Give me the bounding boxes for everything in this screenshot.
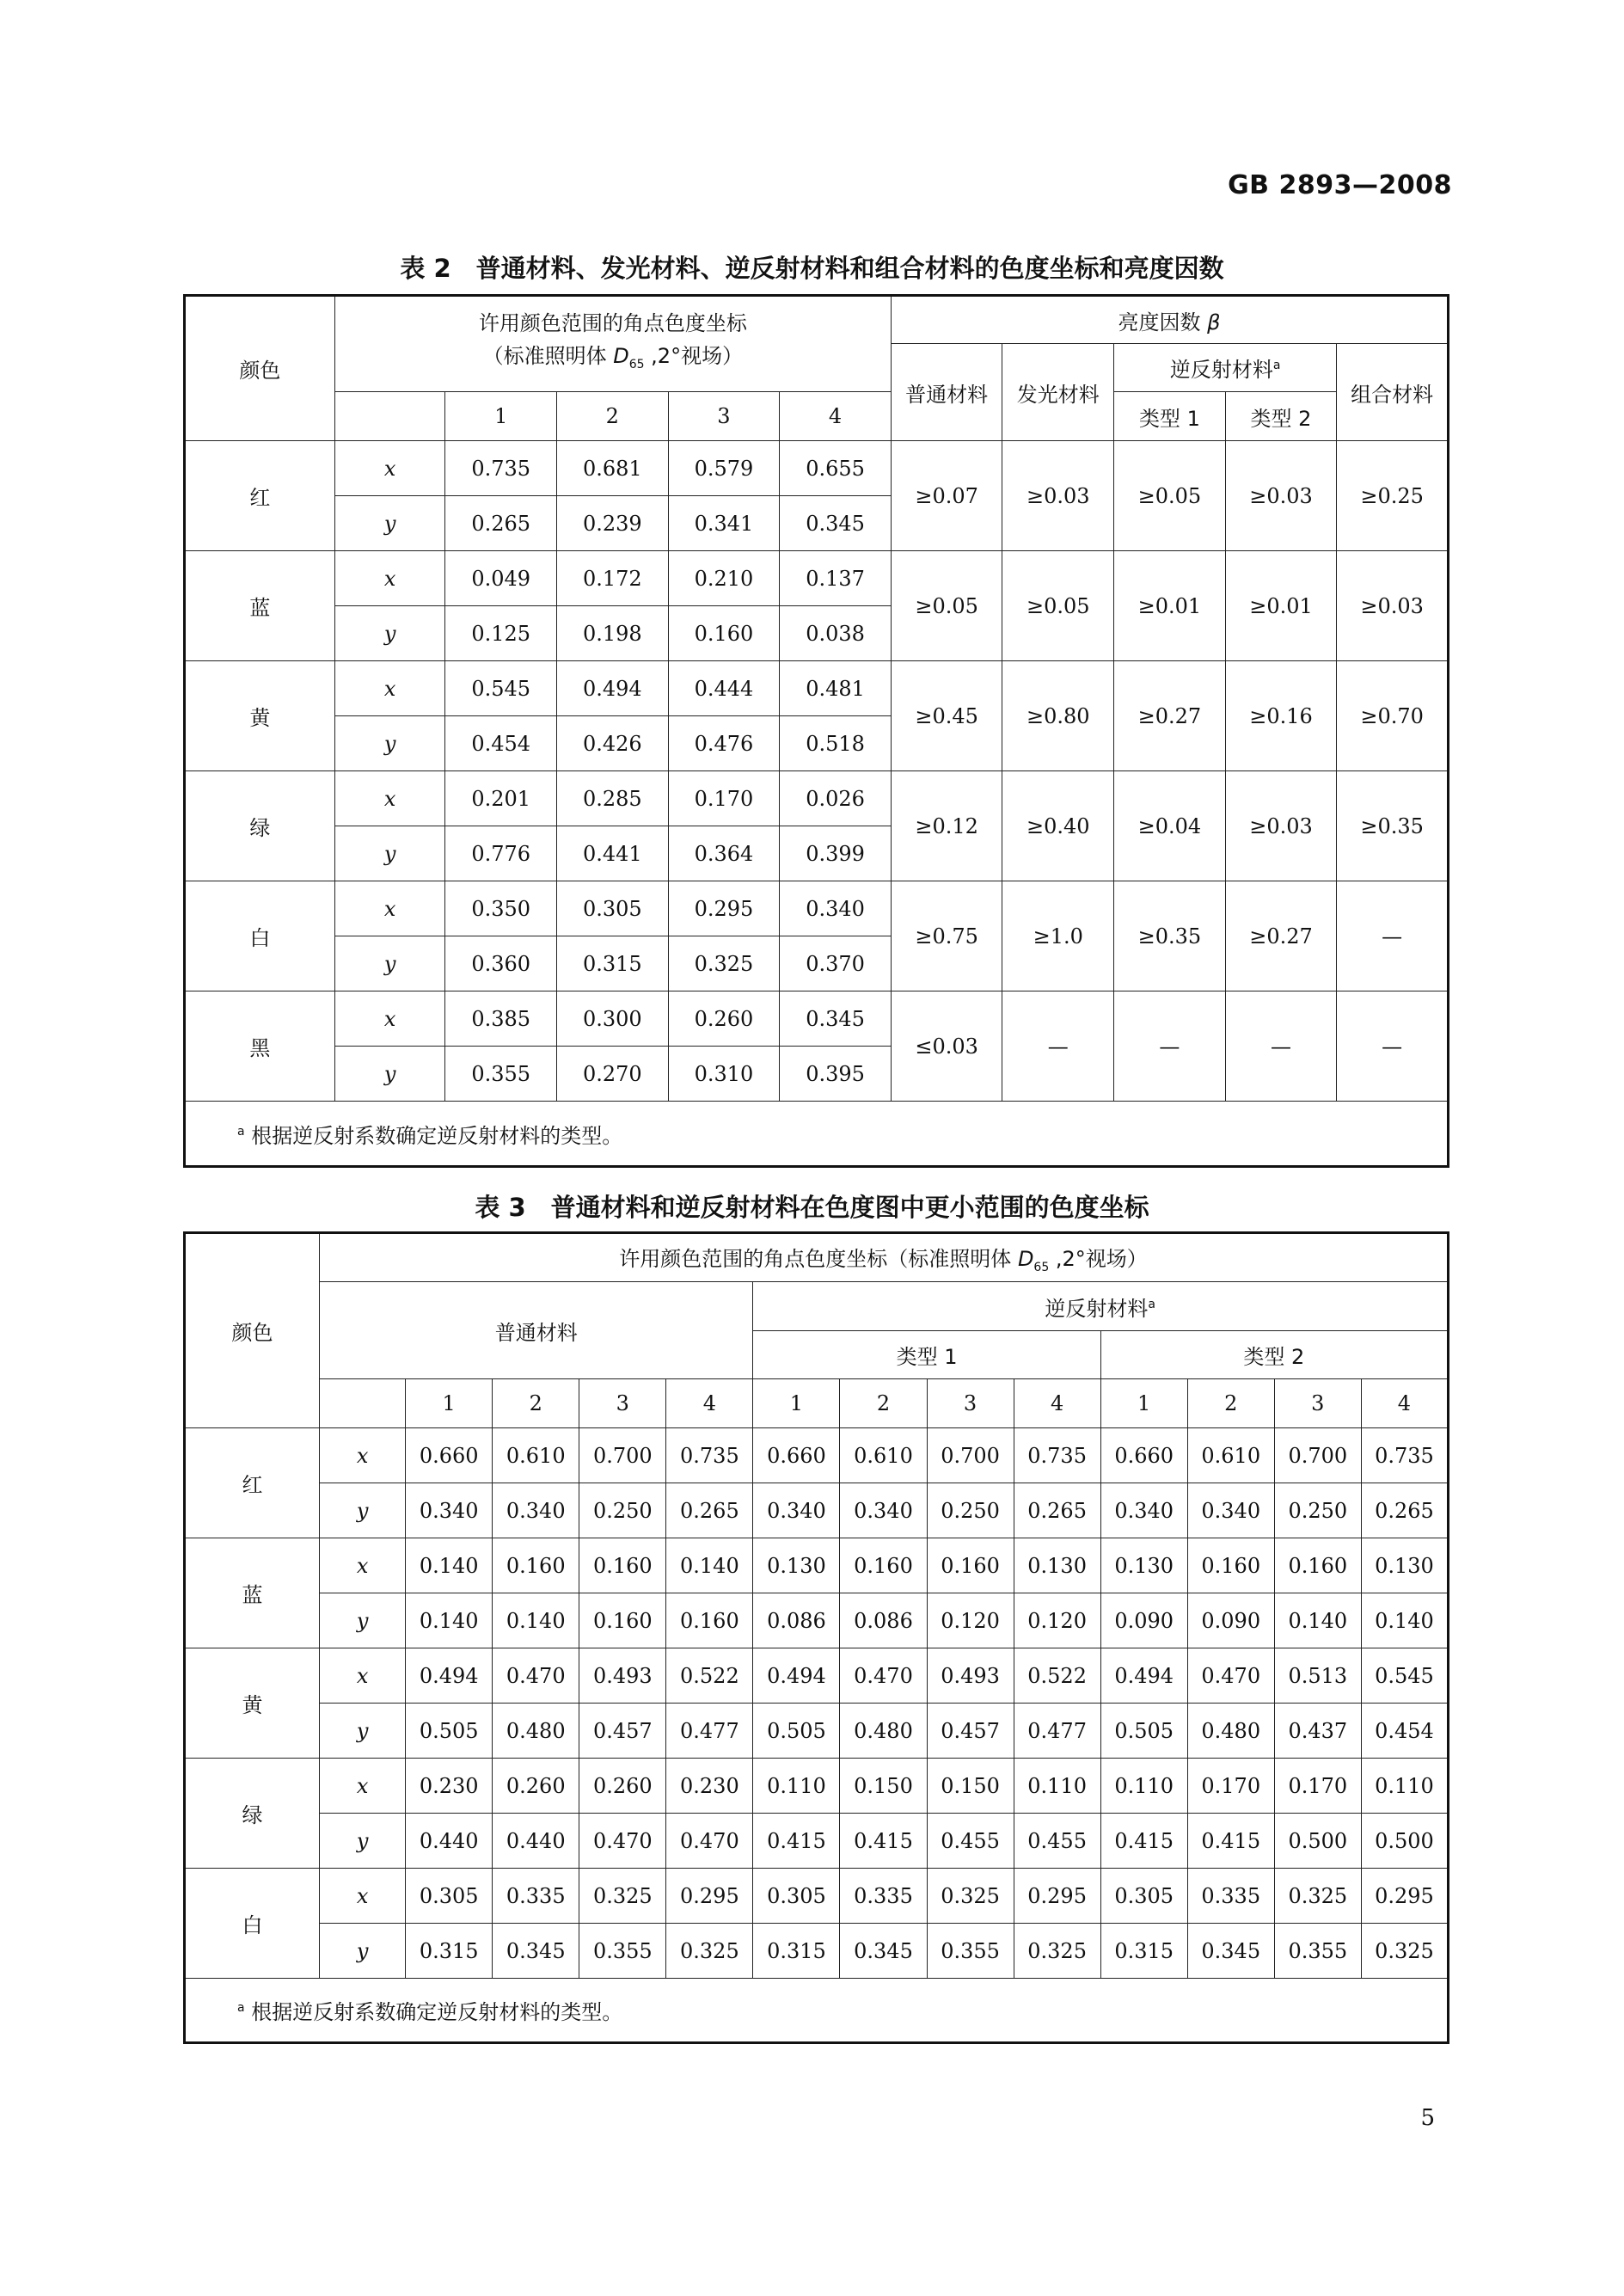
coordinate-cell: 0.454 [1361, 1704, 1448, 1759]
luminance-cell: ≥0.05 [891, 551, 1002, 661]
coordinate-cell: 0.660 [406, 1428, 493, 1483]
coordinate-cell: 0.494 [753, 1648, 840, 1704]
coordinate-cell: 0.522 [1014, 1648, 1100, 1704]
coordinate-cell: 0.364 [668, 826, 780, 881]
coordinate-cell: 0.315 [753, 1924, 840, 1979]
coordinate-cell: 0.345 [780, 991, 892, 1047]
coordinate-cell: 0.250 [1274, 1483, 1361, 1538]
coordinate-cell: 0.505 [753, 1704, 840, 1759]
coordinate-cell: 0.170 [1274, 1759, 1361, 1814]
color-name-cell: 黑 [185, 991, 335, 1102]
coordinate-cell: 0.026 [780, 771, 892, 826]
coordinate-cell: 0.444 [668, 661, 780, 716]
table3-point-header: 1 [1100, 1379, 1187, 1428]
coordinate-cell: 0.160 [579, 1593, 666, 1648]
coordinate-cell: 0.160 [840, 1538, 927, 1593]
coordinate-cell: 0.350 [445, 881, 557, 936]
coordinate-cell: 0.660 [1100, 1428, 1187, 1483]
luminance-cell: ≥0.80 [1002, 661, 1114, 771]
luminance-cell: ≥0.04 [1114, 771, 1226, 881]
table3-point-header: 4 [666, 1379, 753, 1428]
coordinate-cell: 0.518 [780, 716, 892, 771]
table2-footnote: $^a$ 根据逆反射系数确定逆反射材料的类型。 [185, 1102, 1449, 1167]
coordinate-cell: 0.493 [579, 1648, 666, 1704]
table-row [185, 1869, 1449, 1924]
axis-label-cell: x [334, 881, 445, 936]
page-number: 5 [1420, 2105, 1435, 2131]
luminance-cell: ≥0.25 [1337, 441, 1449, 551]
coordinate-cell: 0.090 [1100, 1593, 1187, 1648]
coordinate-cell: 0.140 [1361, 1593, 1448, 1648]
table-row [185, 551, 1449, 606]
color-name-cell: 红 [185, 441, 335, 551]
table-row [185, 991, 1449, 1047]
coordinate-cell: 0.310 [668, 1047, 780, 1102]
coordinate-cell: 0.655 [780, 441, 892, 496]
table2-type1-header: 类型 1 [1114, 392, 1226, 441]
luminance-cell: ≥0.16 [1225, 661, 1337, 771]
luminance-cell: ≥0.03 [1225, 771, 1337, 881]
coordinate-cell: 0.305 [557, 881, 669, 936]
coordinate-cell: 0.735 [445, 441, 557, 496]
table3-type2-header: 类型 2 [1100, 1331, 1448, 1379]
coordinate-cell: 0.437 [1274, 1704, 1361, 1759]
coordinate-cell: 0.355 [445, 1047, 557, 1102]
coordinate-cell: 0.480 [840, 1704, 927, 1759]
coordinate-cell: 0.340 [406, 1483, 493, 1538]
axis-label-cell: y [334, 936, 445, 991]
table2-point-4-header: 4 [780, 392, 892, 441]
luminance-cell: ≥0.40 [1002, 771, 1114, 881]
coordinate-cell: 0.160 [668, 606, 780, 661]
axis-label-cell: y [334, 1047, 445, 1102]
table3-point-header: 2 [840, 1379, 927, 1428]
table3-point-header: 3 [1274, 1379, 1361, 1428]
luminance-cell: ≥0.35 [1337, 771, 1449, 881]
coordinate-cell: 0.265 [666, 1483, 753, 1538]
color-name-cell: 蓝 [185, 551, 335, 661]
coordinate-cell: 0.049 [445, 551, 557, 606]
coordinate-cell: 0.415 [840, 1814, 927, 1869]
coordinate-cell: 0.470 [1187, 1648, 1274, 1704]
table3-caption: 表 3 普通材料和逆反射材料在色度图中更小范围的色度坐标 [475, 1193, 1149, 1222]
coordinate-cell: 0.494 [557, 661, 669, 716]
color-name-cell: 白 [185, 1869, 320, 1979]
coordinate-cell: 0.340 [840, 1483, 927, 1538]
axis-label-cell: x [320, 1648, 406, 1704]
coordinate-cell: 0.160 [579, 1538, 666, 1593]
coordinate-cell: 0.295 [1361, 1869, 1448, 1924]
coordinate-cell: 0.505 [1100, 1704, 1187, 1759]
luminance-cell: — [1002, 991, 1114, 1102]
coordinate-cell: 0.355 [579, 1924, 666, 1979]
axis-label-cell: y [334, 496, 445, 551]
coordinate-cell: 0.500 [1361, 1814, 1448, 1869]
luminance-cell: — [1114, 991, 1226, 1102]
coordinate-cell: 0.480 [1187, 1704, 1274, 1759]
axis-label-cell: x [320, 1538, 406, 1593]
table3-point-header: 4 [1361, 1379, 1448, 1428]
coordinate-cell: 0.335 [1187, 1869, 1274, 1924]
coordinate-cell: 0.160 [666, 1593, 753, 1648]
coordinate-cell: 0.345 [493, 1924, 579, 1979]
axis-label-cell: x [334, 441, 445, 496]
luminance-cell: ≥1.0 [1002, 881, 1114, 991]
coordinate-cell: 0.513 [1274, 1648, 1361, 1704]
coordinate-cell: 0.325 [579, 1869, 666, 1924]
coordinate-cell: 0.735 [666, 1428, 753, 1483]
coordinate-cell: 0.477 [1014, 1704, 1100, 1759]
coordinate-cell: 0.470 [666, 1814, 753, 1869]
table-row [185, 1483, 1449, 1538]
coordinate-cell: 0.086 [753, 1593, 840, 1648]
coordinate-cell: 0.505 [406, 1704, 493, 1759]
axis-label-cell: x [334, 771, 445, 826]
axis-label-cell: x [320, 1869, 406, 1924]
table3-axis-header-blank [320, 1379, 406, 1428]
coordinate-cell: 0.295 [666, 1869, 753, 1924]
axis-label-cell: y [334, 716, 445, 771]
coordinate-cell: 0.160 [927, 1538, 1014, 1593]
axis-label-cell: y [320, 1704, 406, 1759]
coordinate-cell: 0.735 [1361, 1428, 1448, 1483]
coordinate-cell: 0.325 [668, 936, 780, 991]
luminance-cell: — [1337, 881, 1449, 991]
coordinate-cell: 0.140 [666, 1538, 753, 1593]
coordinate-cell: 0.700 [579, 1428, 666, 1483]
luminance-cell: ≥0.03 [1337, 551, 1449, 661]
coordinate-cell: 0.579 [668, 441, 780, 496]
coordinate-cell: 0.285 [557, 771, 669, 826]
coordinate-cell: 0.440 [406, 1814, 493, 1869]
table2-point-3-header: 3 [668, 392, 780, 441]
coordinate-cell: 0.340 [780, 881, 892, 936]
table-row [185, 1648, 1449, 1704]
table3-color-header: 颜色 [185, 1233, 320, 1428]
coordinate-cell: 0.340 [493, 1483, 579, 1538]
coordinate-cell: 0.457 [579, 1704, 666, 1759]
coordinate-cell: 0.776 [445, 826, 557, 881]
table2-type2-header: 类型 2 [1225, 392, 1337, 441]
table2-axis-header-blank [334, 392, 445, 441]
axis-label-cell: y [334, 606, 445, 661]
coordinate-cell: 0.260 [579, 1759, 666, 1814]
table3-point-header: 1 [406, 1379, 493, 1428]
coordinate-cell: 0.260 [668, 991, 780, 1047]
coordinate-cell: 0.494 [406, 1648, 493, 1704]
luminance-cell: ≥0.35 [1114, 881, 1226, 991]
coordinate-cell: 0.481 [780, 661, 892, 716]
table2-ordinary-header: 普通材料 [891, 344, 1002, 441]
coordinate-cell: 0.090 [1187, 1593, 1274, 1648]
coordinate-cell: 0.335 [493, 1869, 579, 1924]
coordinate-cell: 0.150 [840, 1759, 927, 1814]
axis-label-cell: x [334, 661, 445, 716]
table-row [185, 1924, 1449, 1979]
coordinate-cell: 0.325 [927, 1869, 1014, 1924]
color-name-cell: 黄 [185, 1648, 320, 1759]
table-row [185, 1593, 1449, 1648]
coordinate-cell: 0.399 [780, 826, 892, 881]
coordinate-cell: 0.454 [445, 716, 557, 771]
table-row [185, 1538, 1449, 1593]
coordinate-cell: 0.160 [1187, 1538, 1274, 1593]
coordinate-cell: 0.340 [753, 1483, 840, 1538]
coordinate-cell: 0.137 [780, 551, 892, 606]
luminance-cell: ≥0.05 [1114, 441, 1226, 551]
coordinate-cell: 0.110 [1100, 1759, 1187, 1814]
axis-label-cell: x [334, 991, 445, 1047]
table3-footnote: $^a$ 根据逆反射系数确定逆反射材料的类型。 [185, 1979, 1449, 2043]
coordinate-cell: 0.470 [840, 1648, 927, 1704]
coordinate-cell: 0.610 [840, 1428, 927, 1483]
coordinate-cell: 0.681 [557, 441, 669, 496]
coordinate-cell: 0.265 [1014, 1483, 1100, 1538]
coordinate-cell: 0.250 [927, 1483, 1014, 1538]
color-name-cell: 绿 [185, 771, 335, 881]
coordinate-cell: 0.130 [1014, 1538, 1100, 1593]
coordinate-cell: 0.370 [780, 936, 892, 991]
axis-label-cell: y [320, 1593, 406, 1648]
coordinate-cell: 0.335 [840, 1869, 927, 1924]
coordinate-cell: 0.300 [557, 991, 669, 1047]
coordinate-cell: 0.110 [1361, 1759, 1448, 1814]
table-row [185, 1759, 1449, 1814]
table3-point-header: 2 [493, 1379, 579, 1428]
coordinate-cell: 0.295 [1014, 1869, 1100, 1924]
luminance-cell: ≥0.07 [891, 441, 1002, 551]
coordinate-cell: 0.415 [1187, 1814, 1274, 1869]
coordinate-cell: 0.455 [927, 1814, 1014, 1869]
coordinate-cell: 0.315 [406, 1924, 493, 1979]
coordinate-cell: 0.150 [927, 1759, 1014, 1814]
coordinate-cell: 0.345 [840, 1924, 927, 1979]
coordinate-cell: 0.172 [557, 551, 669, 606]
coordinate-cell: 0.325 [1274, 1869, 1361, 1924]
table2-caption: 表 2 普通材料、发光材料、逆反射材料和组合材料的色度坐标和亮度因数 [400, 254, 1224, 283]
coordinate-cell: 0.494 [1100, 1648, 1187, 1704]
table3-coordinates-header: 许用颜色范围的角点色度坐标（标准照明体 $D_{65}$ ,2°视场） [320, 1233, 1449, 1282]
luminance-cell: ≥0.75 [891, 881, 1002, 991]
coordinate-cell: 0.315 [557, 936, 669, 991]
coordinate-cell: 0.440 [493, 1814, 579, 1869]
coordinate-cell: 0.500 [1274, 1814, 1361, 1869]
table3 [183, 1231, 1449, 2044]
luminance-cell: — [1337, 991, 1449, 1102]
coordinate-cell: 0.470 [493, 1648, 579, 1704]
coordinates-header-line2: （标准照明体 $D_{65}$ ,2°视场） [482, 344, 744, 371]
coordinate-cell: 0.140 [406, 1538, 493, 1593]
luminance-cell: — [1225, 991, 1337, 1102]
color-name-cell: 蓝 [185, 1538, 320, 1648]
coordinate-cell: 0.415 [753, 1814, 840, 1869]
coordinate-cell: 0.610 [1187, 1428, 1274, 1483]
coordinate-cell: 0.355 [1274, 1924, 1361, 1979]
table3-point-header: 3 [927, 1379, 1014, 1428]
coordinate-cell: 0.545 [1361, 1648, 1448, 1704]
coordinate-cell: 0.385 [445, 991, 557, 1047]
luminance-cell: ≥0.03 [1002, 441, 1114, 551]
coordinate-cell: 0.345 [780, 496, 892, 551]
table-row [185, 771, 1449, 826]
table-row [185, 1428, 1449, 1483]
coordinate-cell: 0.455 [1014, 1814, 1100, 1869]
coordinate-cell: 0.260 [493, 1759, 579, 1814]
table2-point-1-header: 1 [445, 392, 557, 441]
coordinate-cell: 0.265 [1361, 1483, 1448, 1538]
color-name-cell: 白 [185, 881, 335, 991]
color-name-cell: 红 [185, 1428, 320, 1538]
coordinate-cell: 0.140 [493, 1593, 579, 1648]
coordinate-cell: 0.476 [668, 716, 780, 771]
coordinate-cell: 0.457 [927, 1704, 1014, 1759]
coordinate-cell: 0.325 [1014, 1924, 1100, 1979]
axis-label-cell: y [320, 1814, 406, 1869]
color-name-cell: 绿 [185, 1759, 320, 1869]
coordinate-cell: 0.198 [557, 606, 669, 661]
coordinates-header-line1: 许用颜色范围的角点色度坐标 [478, 311, 747, 336]
axis-label-cell: x [334, 551, 445, 606]
coordinate-cell: 0.086 [840, 1593, 927, 1648]
table2 [183, 294, 1449, 1168]
table2-color-header: 颜色 [185, 296, 335, 441]
coordinate-cell: 0.545 [445, 661, 557, 716]
coordinate-cell: 0.160 [493, 1538, 579, 1593]
coordinate-cell: 0.230 [666, 1759, 753, 1814]
table2-coordinates-header [334, 296, 891, 392]
coordinate-cell: 0.480 [493, 1704, 579, 1759]
coordinate-cell: 0.325 [1361, 1924, 1448, 1979]
table-row [185, 661, 1449, 716]
coordinate-cell: 0.170 [668, 771, 780, 826]
table3-point-header: 3 [579, 1379, 666, 1428]
axis-label-cell: x [320, 1428, 406, 1483]
table3-point-header: 4 [1014, 1379, 1100, 1428]
luminance-cell: ≥0.01 [1225, 551, 1337, 661]
coordinate-cell: 0.610 [493, 1428, 579, 1483]
coordinate-cell: 0.305 [753, 1869, 840, 1924]
coordinate-cell: 0.700 [927, 1428, 1014, 1483]
coordinate-cell: 0.110 [753, 1759, 840, 1814]
coordinate-cell: 0.120 [1014, 1593, 1100, 1648]
coordinate-cell: 0.230 [406, 1759, 493, 1814]
coordinate-cell: 0.700 [1274, 1428, 1361, 1483]
coordinate-cell: 0.522 [666, 1648, 753, 1704]
table3-ordinary-header: 普通材料 [320, 1282, 753, 1379]
table2-luminance-header: 亮度因数 β [891, 296, 1448, 344]
coordinate-cell: 0.355 [927, 1924, 1014, 1979]
coordinate-cell: 0.470 [579, 1814, 666, 1869]
luminance-cell: ≥0.12 [891, 771, 1002, 881]
table-row [185, 441, 1449, 496]
coordinate-cell: 0.140 [1274, 1593, 1361, 1648]
coordinate-cell: 0.660 [753, 1428, 840, 1483]
coordinate-cell: 0.340 [1100, 1483, 1187, 1538]
coordinate-cell: 0.441 [557, 826, 669, 881]
table-row [185, 881, 1449, 936]
luminance-cell: ≥0.03 [1225, 441, 1337, 551]
coordinate-cell: 0.130 [753, 1538, 840, 1593]
luminance-cell: ≥0.05 [1002, 551, 1114, 661]
coordinate-cell: 0.170 [1187, 1759, 1274, 1814]
coordinate-cell: 0.038 [780, 606, 892, 661]
table2-luminous-header: 发光材料 [1002, 344, 1114, 441]
table-row [185, 1814, 1449, 1869]
coordinate-cell: 0.250 [579, 1483, 666, 1538]
luminance-cell: ≤0.03 [891, 991, 1002, 1102]
coordinate-cell: 0.305 [406, 1869, 493, 1924]
coordinate-cell: 0.360 [445, 936, 557, 991]
coordinate-cell: 0.120 [927, 1593, 1014, 1648]
coordinate-cell: 0.477 [666, 1704, 753, 1759]
table3-type1-header: 类型 1 [753, 1331, 1100, 1379]
luminance-cell: ≥0.45 [891, 661, 1002, 771]
table2-point-2-header: 2 [557, 392, 669, 441]
coordinate-cell: 0.265 [445, 496, 557, 551]
axis-label-cell: y [334, 826, 445, 881]
coordinate-cell: 0.270 [557, 1047, 669, 1102]
coordinate-cell: 0.426 [557, 716, 669, 771]
coordinate-cell: 0.130 [1100, 1538, 1187, 1593]
color-name-cell: 黄 [185, 661, 335, 771]
coordinate-cell: 0.340 [1187, 1483, 1274, 1538]
coordinate-cell: 0.110 [1014, 1759, 1100, 1814]
coordinate-cell: 0.493 [927, 1648, 1014, 1704]
coordinate-cell: 0.735 [1014, 1428, 1100, 1483]
coordinate-cell: 0.305 [1100, 1869, 1187, 1924]
table2-combined-header: 组合材料 [1337, 344, 1449, 441]
coordinate-cell: 0.395 [780, 1047, 892, 1102]
axis-label-cell: y [320, 1924, 406, 1979]
coordinate-cell: 0.140 [406, 1593, 493, 1648]
coordinate-cell: 0.210 [668, 551, 780, 606]
table3-retro-header: 逆反射材料$^a$ [753, 1282, 1449, 1331]
luminance-cell: ≥0.27 [1114, 661, 1226, 771]
coordinate-cell: 0.325 [666, 1924, 753, 1979]
coordinate-cell: 0.415 [1100, 1814, 1187, 1869]
coordinate-cell: 0.345 [1187, 1924, 1274, 1979]
luminance-cell: ≥0.01 [1114, 551, 1226, 661]
table3-point-header: 2 [1187, 1379, 1274, 1428]
luminance-cell: ≥0.70 [1337, 661, 1449, 771]
axis-label-cell: x [320, 1759, 406, 1814]
coordinate-cell: 0.130 [1361, 1538, 1448, 1593]
table2-retro-header: 逆反射材料$^a$ [1114, 344, 1337, 392]
standard-code: GB 2893—2008 [1228, 170, 1452, 200]
coordinate-cell: 0.125 [445, 606, 557, 661]
axis-label-cell: y [320, 1483, 406, 1538]
coordinate-cell: 0.160 [1274, 1538, 1361, 1593]
coordinate-cell: 0.315 [1100, 1924, 1187, 1979]
coordinate-cell: 0.295 [668, 881, 780, 936]
coordinate-cell: 0.239 [557, 496, 669, 551]
coordinate-cell: 0.341 [668, 496, 780, 551]
luminance-cell: ≥0.27 [1225, 881, 1337, 991]
table-row [185, 1704, 1449, 1759]
table3-point-header: 1 [753, 1379, 840, 1428]
coordinate-cell: 0.201 [445, 771, 557, 826]
